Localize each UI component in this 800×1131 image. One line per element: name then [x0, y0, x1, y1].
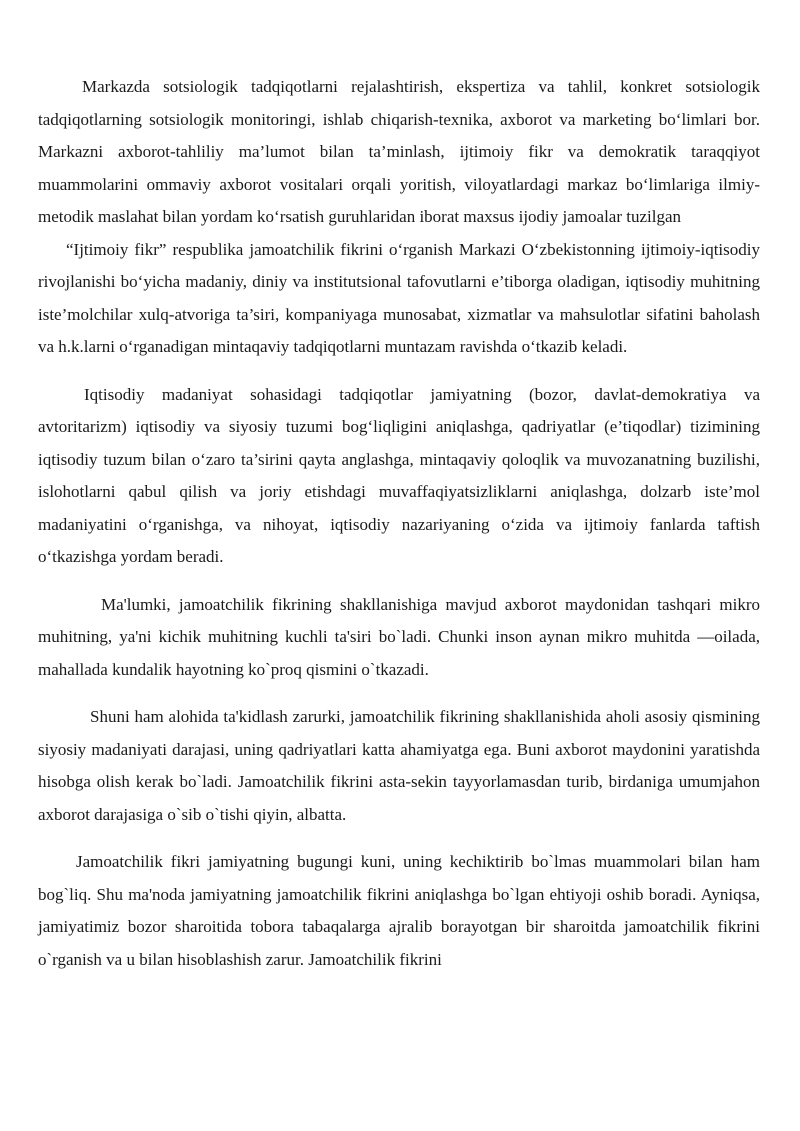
paragraph-economic-culture: Iqtisodiy madaniyat sohasidagi tadqiqotlar jamiyatning (bozor, davlat-demokratiya va avtoritarizm) iqtisodiy va siyosiy tuzumi bog‘liqligini aniqlashga, qadriyatlar (e’tiqodlar) tizimining iqtisodiy tuzum bilan o‘zaro ta’sirini qayta anglashga, mintaqaviy qoloqlik va muvozanatning buzilishi, islohotlarni qabul qilish va joriy etishdagi muvaffaqiyatsizliklarni aniqlashga, dolzarb iste’mol madaniyatini o‘rganishga, va nihoyat, iqtisodiy nazariyaning o‘zida va ijtimoiy fanlarda taftish o‘tkazishga yordam beradi. [38, 384, 760, 566]
paragraph-political-culture: Shuni ham alohida ta'kidlash zarurki, jamoatchilik fikrining shakllanishida aholi asosiy qismining siyosiy madaniyati darajasi, uning qadriyatlari katta ahamiyatga ega. Buni axborot maydonini yaratishda hisobga olish kerak bo`ladi. Jamoatchilik fikrini asta-sekin tayyorlamasdan turib, birdaniga umumjahon axborot darajasiga o`sib o`tishi qiyin, albatta. [38, 707, 760, 824]
paragraph-ijtimoiy-fikr-center: “Ijtimoiy fikr” respublika jamoatchilik fikrini o‘rganish Markazi O‘zbekistonning ijtimoiy-iqtisodiy rivojlanishi bo‘yicha madaniy, diniy va institutsional tafovutlarni e’tiborga oladigan, iqtisodiy muhitning iste’molchilar xulq-atvoriga ta’siri, kompaniyaga munosabat, xizmatlar va mahsulotlar sifatini baholash va h.k.larni o‘rganadigan mintaqaviy tadqiqotlarni muntazam ravishda o‘tkazib keladi. [38, 239, 760, 356]
paragraph-markaz-structure: Markazda sotsiologik tadqiqotlarni rejalashtirish, ekspertiza va tahlil, konkret sotsiologik tadqiqotlarning sotsiologik monitoringi, ishlab chiqarish-texnika, axborot va marketing bo‘limlari bor. Markazni axborot-tahliliy ma’lumot bilan ta’minlash, ijtimoiy fikr va demokratik taraqqiyot muammolarini ommaviy axborot vositalari orqali yoritish, viloyatlardagi markaz bo‘limlariga ilmiy-metodik maslahat bilan yordam ko‘rsatish guruhlaridan iborat maxsus ijodiy jamoalar tuzilgan [38, 77, 760, 226]
paragraph-public-opinion: Jamoatchilik fikri jamiyatning bugungi kuni, uning kechiktirib bo`lmas muammolari bilan ham bog`liq. Shu ma'noda jamiyatning jamoatchilik fikrini aniqlashga bo`lgan ehtiyoji oshib boradi. Ayniqsa, jamiyatimiz bozor sharoitida tobora tabaqalarga ajralib borayotgan bir sharoitda jamoatchilik fikrini o`rganish va u bilan hisoblashish zarur. Jamoatchilik fikrini [38, 852, 760, 969]
document-page [38, 71, 760, 976]
paragraph-micro-environment: Ma'lumki, jamoatchilik fikrining shakllanishiga mavjud axborot maydonidan tashqari mikro muhitning, ya'ni kichik muhitning kuchli ta'siri bo`ladi. Chunki inson aynan mikro muhitda —oilada, mahallada kundalik hayotning ko`proq qismini o`tkazadi. [38, 594, 760, 679]
